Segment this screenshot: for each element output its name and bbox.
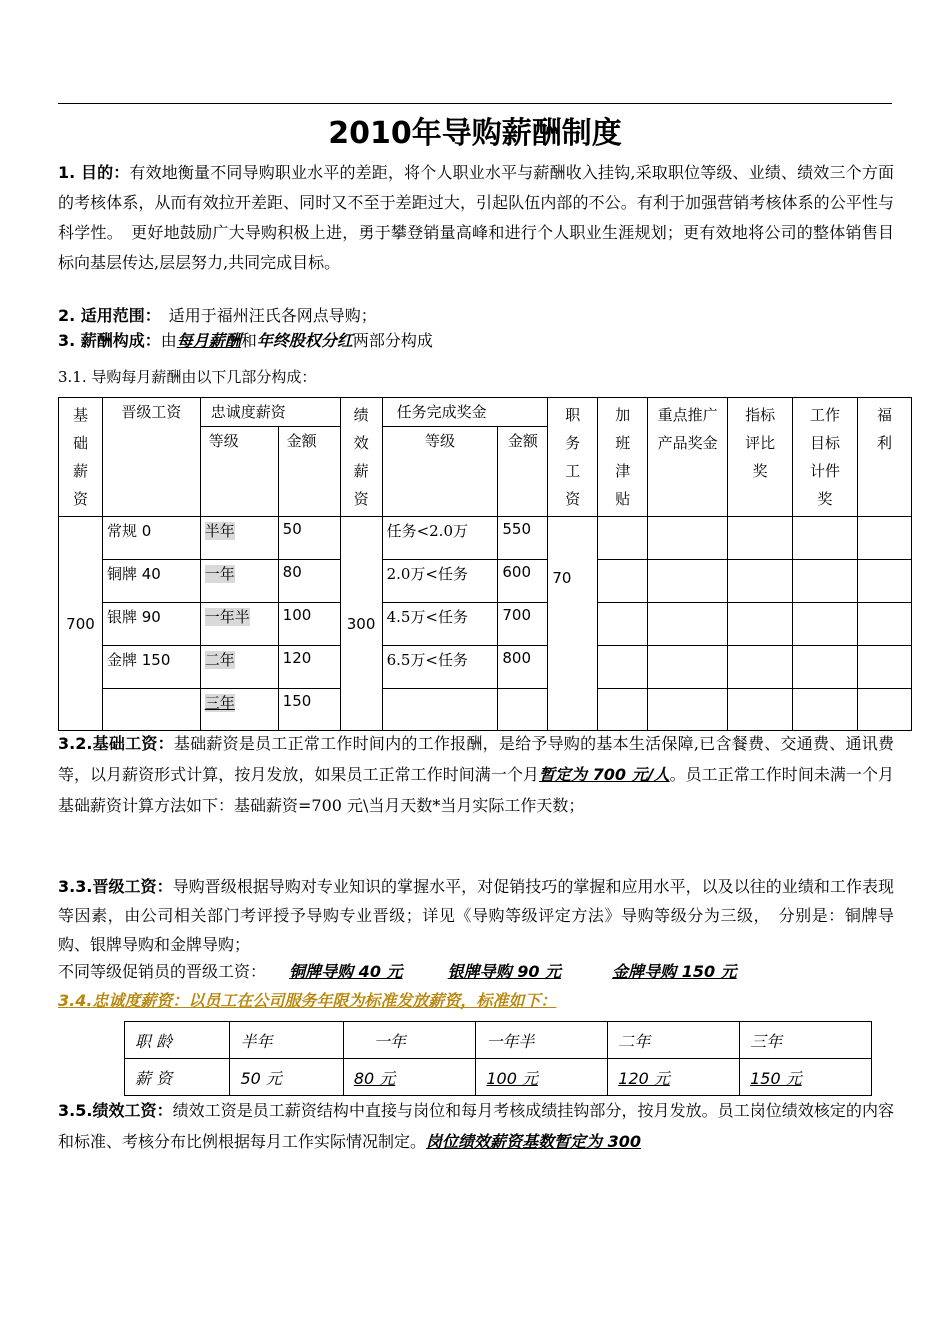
section-label: 3.2.基础工资：	[58, 734, 174, 753]
empty-cell	[728, 646, 793, 689]
loyalty-grade-cell	[200, 689, 278, 731]
loyalty-grade-cell	[200, 603, 278, 646]
header-text: 加班津贴	[615, 406, 631, 508]
loyalty-grade-cell	[200, 646, 278, 689]
section-label: 3.3.晋级工资：	[58, 877, 173, 896]
cell: 150 元	[740, 1059, 872, 1096]
cell: 一年	[343, 1022, 476, 1059]
empty-cell	[598, 603, 648, 646]
cell: 80 元	[343, 1059, 476, 1096]
empty-cell	[793, 646, 858, 689]
empty-cell	[648, 689, 728, 731]
header-index	[728, 398, 793, 517]
empty-cell	[793, 517, 858, 560]
header-promo	[648, 398, 728, 517]
header-text: 职务工资	[565, 406, 581, 508]
header-target	[793, 398, 858, 517]
section-text: 。员工正常工作时间未满一个月基础薪资计算方法如下：基础薪资=700 元\当月天数*当月实际工作天数；	[58, 765, 894, 815]
cell-text: 一年半	[204, 608, 250, 626]
section-label: 3.5.绩效工资：	[58, 1101, 173, 1120]
cell: 一年半	[476, 1022, 608, 1059]
header-overtime	[598, 398, 648, 517]
section-composition	[58, 329, 894, 353]
section-label: 3. 薪酬构成：	[58, 331, 161, 350]
loyalty-grade-cell	[200, 517, 278, 560]
header-level: 晋级工资	[102, 398, 200, 517]
silver-level: 银牌导购 90 元	[447, 962, 562, 981]
section-purpose	[58, 158, 894, 278]
section-label: 1. 目的：	[58, 163, 130, 182]
page-title: 2010年导购薪酬制度	[328, 116, 622, 151]
empty-cell	[793, 560, 858, 603]
task-amount-cell	[498, 689, 548, 731]
section-scope	[58, 304, 894, 328]
text-run: 两部分构成	[352, 331, 433, 350]
empty-cell	[857, 517, 911, 560]
section-3-2	[58, 728, 894, 821]
emphasis-monthly: 每月薪酬	[176, 331, 241, 350]
section-3-4: 3.4.忠诚度薪资：以员工在公司服务年限为标准发放薪资，标准如下：	[58, 991, 557, 1010]
header-loyalty-grade: 等级	[200, 427, 278, 517]
level-cell: 铜牌 40	[102, 560, 200, 603]
level-cell: 金牌 150	[102, 646, 200, 689]
text-run: 不同等级促销员的晋级工资：	[58, 962, 267, 981]
header-rule	[58, 103, 892, 104]
header-loyalty: 忠诚度薪资	[200, 398, 340, 427]
empty-cell	[648, 603, 728, 646]
base-salary-value: 700	[59, 517, 103, 731]
section-text: 导购晋级根据导购对专业知识的掌握水平，对促销技巧的掌握和应用水平，以及以往的业绩和工作表现等因素，由公司相关部门考评授予导购专业晋级；详见《导购等级评定方法》导购等级分为三级， 分别是：铜牌导购、银牌导购和金牌导购；	[58, 877, 894, 954]
header-loyalty-amount: 金额	[278, 427, 340, 517]
gold-level: 金牌导购 150 元	[612, 962, 737, 981]
header-base	[59, 398, 103, 517]
header-task-grade: 等级	[382, 427, 498, 517]
header-welfare	[857, 398, 911, 517]
section-text: 绩效工资是员工薪资结构中直接与岗位和每月考核成绩挂钩部分，按月发放。员工岗位绩效核定的内容和标准、考核分布比例根据每月工作实际情况制定。	[58, 1101, 894, 1151]
cell: 薪 资	[125, 1059, 230, 1096]
cell-text: 一年	[204, 565, 235, 583]
empty-cell	[648, 517, 728, 560]
empty-cell	[728, 560, 793, 603]
text-run: 由	[160, 331, 177, 350]
empty-cell	[857, 603, 911, 646]
task-amount-cell: 600	[498, 560, 548, 603]
cell: 100 元	[476, 1059, 608, 1096]
empty-cell	[793, 689, 858, 731]
header-text: 指标评比奖	[745, 406, 776, 480]
emphasis-performance: 岗位绩效薪资基数暂定为 300	[426, 1132, 641, 1151]
empty-cell	[728, 517, 793, 560]
empty-cell	[648, 560, 728, 603]
section-3-3	[58, 872, 894, 959]
empty-cell	[598, 689, 648, 731]
section-3-3-levels	[58, 959, 894, 985]
cell: 职 龄	[125, 1022, 230, 1059]
empty-cell	[598, 560, 648, 603]
header-text: 福利	[876, 406, 892, 452]
empty-cell	[793, 603, 858, 646]
header-duty	[548, 398, 598, 517]
level-cell: 银牌 90	[102, 603, 200, 646]
section-text: 适用于福州汪氏各网点导购；	[152, 306, 377, 325]
section-text: 有效地衡量不同导购职业水平的差距，将个人职业水平与薪酬收入挂钩,采取职位等级、业绩、绩效三个方面的考核体系，从而有效拉开差距、同时又不至于差距过大，引起队伍内部的不公。有利于加强营销考核体系的公平性与科学性。 更好地鼓励广大导购积极上进，勇于攀登销量高峰和进行个人职业生涯规划；更有效地将公司的整体销售目标向基层传达,层层努力,共同完成目标。	[58, 163, 894, 272]
cell-text: 二年	[204, 651, 235, 669]
header-text: 工作目标计件奖	[810, 406, 841, 508]
cell: 50 元	[230, 1059, 343, 1096]
loyalty-amount-cell: 100	[278, 603, 340, 646]
duty-value: 70	[548, 517, 598, 731]
text-run: 和	[240, 331, 257, 350]
loyalty-amount-cell: 150	[278, 689, 340, 731]
task-grade-cell: 任务<2.0万	[382, 517, 498, 560]
level-cell	[102, 689, 200, 731]
task-amount-cell: 700	[498, 603, 548, 646]
empty-cell	[598, 646, 648, 689]
task-grade-cell: 2.0万<任务	[382, 560, 498, 603]
empty-cell	[728, 603, 793, 646]
header-performance	[340, 398, 382, 517]
task-grade-cell: 4.5万<任务	[382, 603, 498, 646]
empty-cell	[598, 517, 648, 560]
section-3-1: 3.1. 导购每月薪酬由以下几部分构成：	[58, 368, 317, 386]
cell-text: 三年	[204, 694, 235, 712]
section-label: 2. 适用范围：	[58, 306, 153, 325]
task-grade-cell	[382, 689, 498, 731]
task-grade-cell: 6.5万<任务	[382, 646, 498, 689]
salary-structure-table	[58, 397, 912, 731]
performance-value: 300	[340, 517, 382, 731]
task-amount-cell: 800	[498, 646, 548, 689]
loyalty-salary-table	[124, 1021, 872, 1096]
header-text: 绩效薪资	[353, 406, 369, 508]
section-text: 基础薪资是员工正常工作时间内的工作报酬，是给予导购的基本生活保障,已含餐费、交通费、通讯费等，以月薪资形式计算，按月发放，如果员工正常工作时间满一个月	[58, 734, 894, 784]
header-task: 任务完成奖金	[382, 398, 548, 427]
empty-cell	[857, 560, 911, 603]
task-amount-cell: 550	[498, 517, 548, 560]
level-cell: 常规 0	[102, 517, 200, 560]
loyalty-grade-cell	[200, 560, 278, 603]
cell: 120 元	[608, 1059, 740, 1096]
cell: 二年	[608, 1022, 740, 1059]
header-text: 重点推广产品奖金	[657, 406, 718, 452]
loyalty-amount-cell: 80	[278, 560, 340, 603]
cell-text: 半年	[204, 522, 235, 540]
empty-cell	[857, 646, 911, 689]
emphasis-base-salary: 暂定为 700 元/人	[538, 765, 670, 784]
empty-cell	[857, 689, 911, 731]
section-3-5	[58, 1095, 894, 1157]
cell: 半年	[230, 1022, 343, 1059]
loyalty-amount-cell: 50	[278, 517, 340, 560]
emphasis-dividend: 年终股权分红	[256, 331, 353, 350]
cell: 三年	[740, 1022, 872, 1059]
header-text: 基础薪资	[72, 406, 88, 508]
loyalty-amount-cell: 120	[278, 646, 340, 689]
bronze-level: 铜牌导购 40 元	[289, 962, 403, 981]
empty-cell	[728, 689, 793, 731]
empty-cell	[648, 646, 728, 689]
header-task-amount: 金额	[498, 427, 548, 517]
